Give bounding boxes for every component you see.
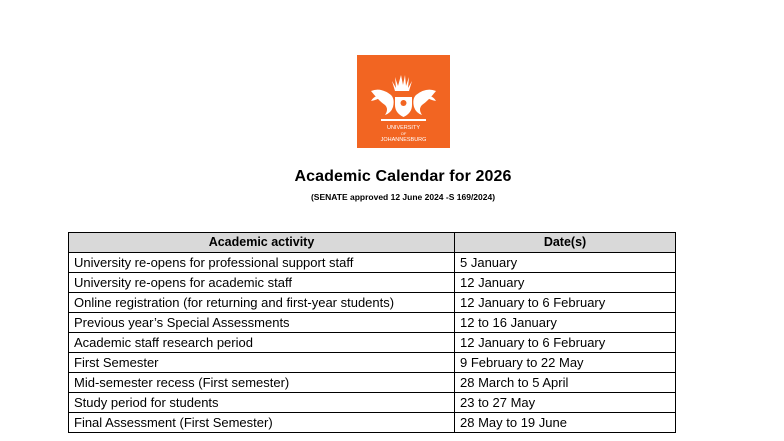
activity-cell: Final Assessment (First Semester) [69, 413, 455, 433]
table-row [69, 393, 676, 413]
column-header-dates: Date(s) [455, 233, 676, 253]
logo-line2: OF [400, 131, 407, 136]
table-row [69, 353, 676, 373]
activity-cell: Academic staff research period [69, 333, 455, 353]
activity-cell: Mid-semester recess (First semester) [69, 373, 455, 393]
dates-cell: 12 January to 6 February [455, 293, 676, 313]
dates-cell: 28 May to 19 June [455, 413, 676, 433]
university-logo [357, 55, 450, 148]
activity-cell: Study period for students [69, 393, 455, 413]
calendar-table [68, 232, 676, 433]
activity-cell: University re-opens for academic staff [69, 273, 455, 293]
table-row [69, 253, 676, 273]
column-header-activity: Academic activity [69, 233, 455, 253]
table-row [69, 373, 676, 393]
dates-cell: 9 February to 22 May [455, 353, 676, 373]
activity-cell: Online registration (for returning and first-year students) [69, 293, 455, 313]
dates-cell: 12 to 16 January [455, 313, 676, 333]
dates-cell: 12 January [455, 273, 676, 293]
table-row [69, 313, 676, 333]
dates-cell: 12 January to 6 February [455, 333, 676, 353]
table-header-row [69, 233, 676, 253]
activity-cell: Previous year’s Special Assessments [69, 313, 455, 333]
logo-wordmark [357, 55, 450, 148]
activity-cell: First Semester [69, 353, 455, 373]
table-row [69, 273, 676, 293]
page-title: Academic Calendar for 2026 [294, 168, 512, 185]
table-row [69, 413, 676, 433]
dates-cell: 23 to 27 May [455, 393, 676, 413]
table-row [69, 333, 676, 353]
logo-line1: UNIVERSITY [386, 125, 421, 131]
activity-cell: University re-opens for professional support staff [69, 253, 455, 273]
dates-cell: 28 March to 5 April [455, 373, 676, 393]
page-subtitle: (SENATE approved 12 June 2024 -S 169/2024) [310, 192, 496, 202]
logo-line3: JOHANNESBURG [380, 137, 427, 143]
dates-cell: 5 January [455, 253, 676, 273]
table-row [69, 293, 676, 313]
